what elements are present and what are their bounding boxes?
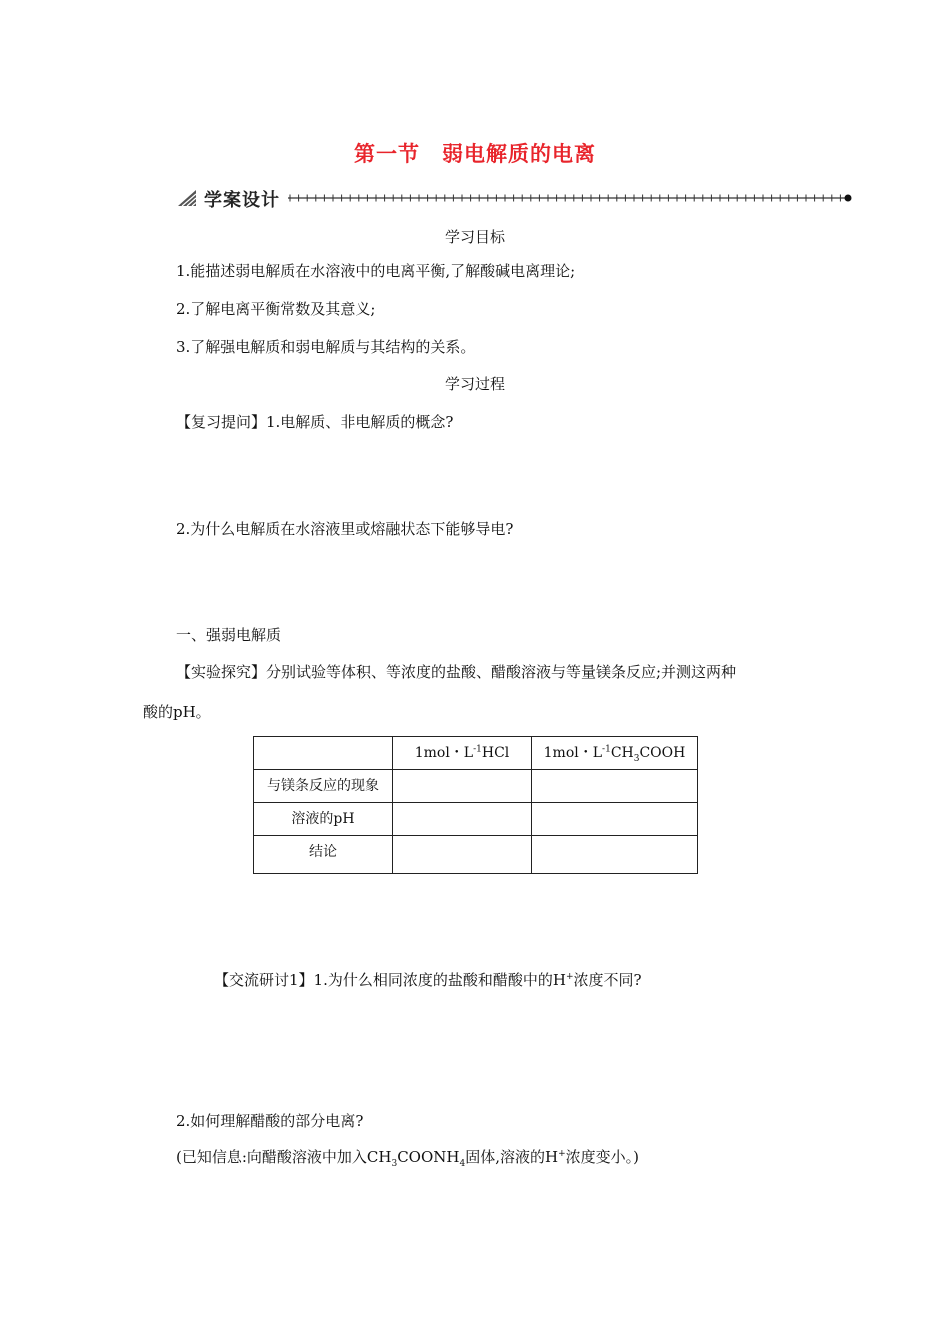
goal-item-1: 1.能描述弱电解质在水溶液中的电离平衡,了解酸碱电离理论;	[176, 262, 576, 280]
table-row	[254, 836, 698, 874]
goals-heading: 学习目标	[444, 228, 505, 246]
discussion-question-2: 2.如何理解醋酸的部分电离?	[176, 1112, 364, 1130]
discussion-question-1: 【交流研讨1】1.为什么相同浓度的盐酸和醋酸中的H+浓度不同?	[214, 971, 642, 989]
table-cell	[393, 803, 532, 836]
table-header-row	[254, 737, 698, 770]
review-question-1: 【复习提问】1.电解质、非电解质的概念?	[176, 413, 454, 431]
table-header-hcl: 1mol・$L^{-1}HCl$	[393, 737, 532, 770]
experiment-text-line1: 【实验探究】分别试验等体积、等浓度的盐酸、醋酸溶液与等量镁条反应;并测这两种	[176, 663, 737, 681]
table-row-label: 溶液的pH	[254, 803, 393, 836]
table-row	[254, 770, 698, 803]
page-title: 第一节 弱电解质的电离	[354, 142, 596, 166]
section-banner	[176, 184, 856, 214]
experiment-text-line2: 酸的pH。	[143, 703, 211, 721]
table-row-label: 结论	[254, 836, 393, 874]
process-heading: 学习过程	[444, 375, 505, 393]
experiment-table	[253, 736, 698, 874]
table-row	[254, 803, 698, 836]
known-info-hint: (已知信息:向醋酸溶液中加入$CH_3COONH_4$固体,溶液的H+浓度变小。)	[176, 1148, 639, 1169]
table-row-label: 与镁条反应的现象	[254, 770, 393, 803]
banner-label: 学案设计	[204, 190, 280, 211]
table-cell	[532, 770, 698, 803]
goal-item-2: 2.了解电离平衡常数及其意义;	[176, 300, 376, 318]
section-heading-strong-weak: 一、强弱电解质	[176, 626, 282, 644]
goal-item-3: 3.了解强电解质和弱电解质与其结构的关系。	[176, 338, 476, 356]
table-header-acetic: 1mol・$L^{-1}CH_3COOH$	[532, 737, 698, 770]
table-cell-empty	[254, 737, 393, 770]
table-cell	[532, 803, 698, 836]
table-cell	[393, 770, 532, 803]
table-cell	[393, 836, 532, 874]
table-cell	[532, 836, 698, 874]
review-question-2: 2.为什么电解质在水溶液里或熔融状态下能够导电?	[176, 520, 514, 538]
